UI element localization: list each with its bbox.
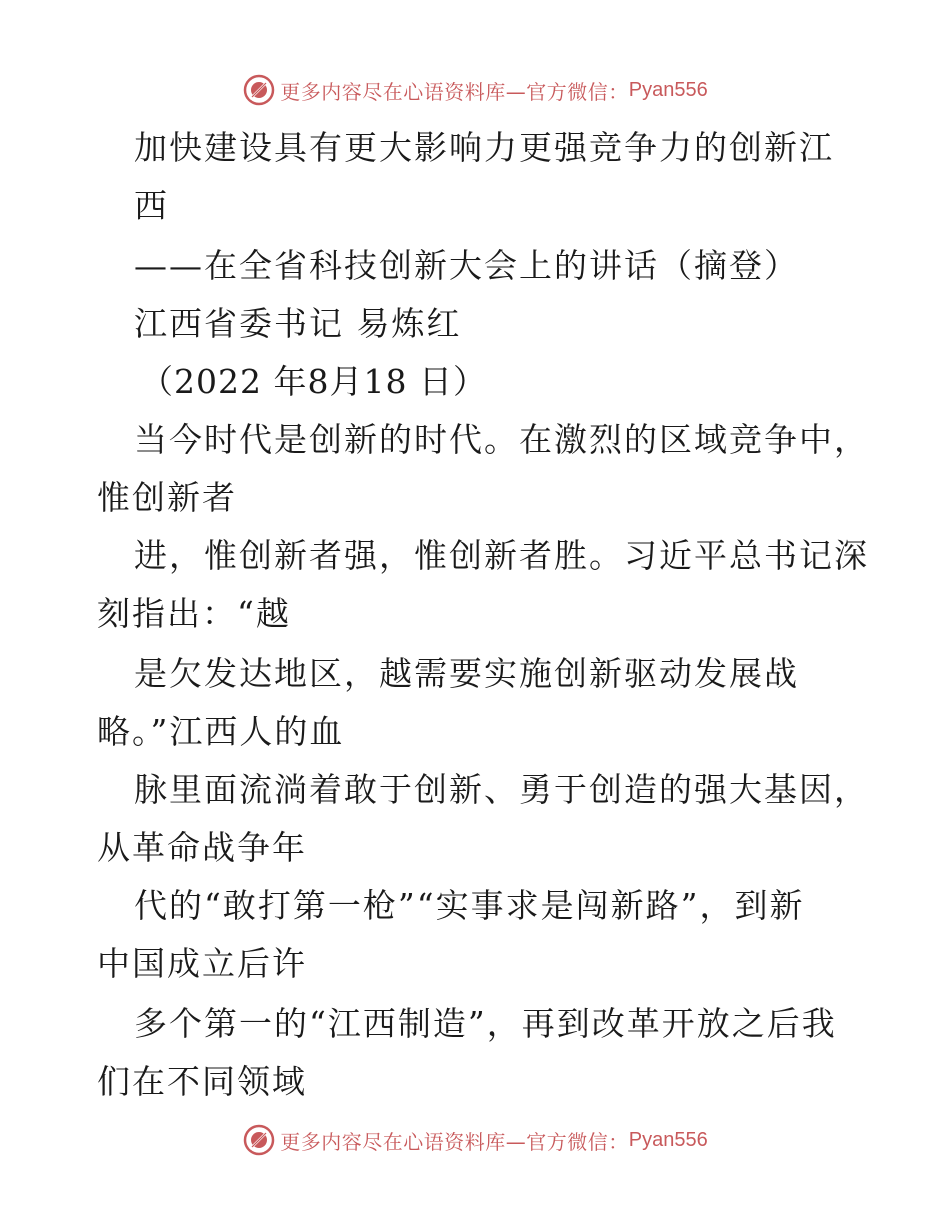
paragraph-line: 脉里面流淌着敢于创新、勇于创造的强大基因， (134, 770, 869, 809)
header-watermark (0, 70, 950, 110)
watermark-text: 更多内容尽在心语资料库—官方微信： (280, 1129, 629, 1154)
paragraph-line: 中国成立后许 (97, 944, 307, 983)
paragraph-line: 当今时代是创新的时代。在激烈的区域竞争中， (134, 420, 869, 459)
document-subtitle: ——在全省科技创新大会上的讲话（摘登） (134, 246, 799, 285)
document-title-line-1: 加快建设具有更大影响力更强竞争力的创新江 (134, 128, 834, 167)
watermark-logo-icon (242, 1123, 276, 1157)
document-title-line-2: 西 (134, 186, 169, 225)
watermark-wechat-id: Pyan556 (628, 78, 708, 101)
paragraph-line: 是欠发达地区，越需要实施创新驱动发展战 (134, 654, 799, 693)
paragraph-line: 多个第一的“江西制造”，再到改革开放之后我 (134, 1004, 837, 1043)
watermark-logo-icon (242, 73, 276, 107)
footer-watermark (0, 1120, 950, 1160)
watermark-text: 更多内容尽在心语资料库—官方微信： (280, 79, 629, 104)
paragraph-line: 从革命战争年 (97, 828, 307, 867)
paragraph-line: 略。”江西人的血 (97, 712, 345, 751)
document-date: （2022 年8月18 日） (140, 362, 487, 401)
paragraph-line: 惟创新者 (97, 478, 237, 517)
document-author: 江西省委书记 易炼红 (134, 304, 462, 343)
paragraph-line: 代的“敢打第一枪”“实事求是闯新路”，到新 (134, 886, 805, 925)
paragraph-line: 刻指出：“越 (97, 594, 291, 633)
paragraph-line: 进，惟创新者强，惟创新者胜。习近平总书记深 (134, 536, 869, 575)
watermark-wechat-id: Pyan556 (628, 1128, 708, 1151)
paragraph-line: 们在不同领域 (97, 1062, 307, 1101)
